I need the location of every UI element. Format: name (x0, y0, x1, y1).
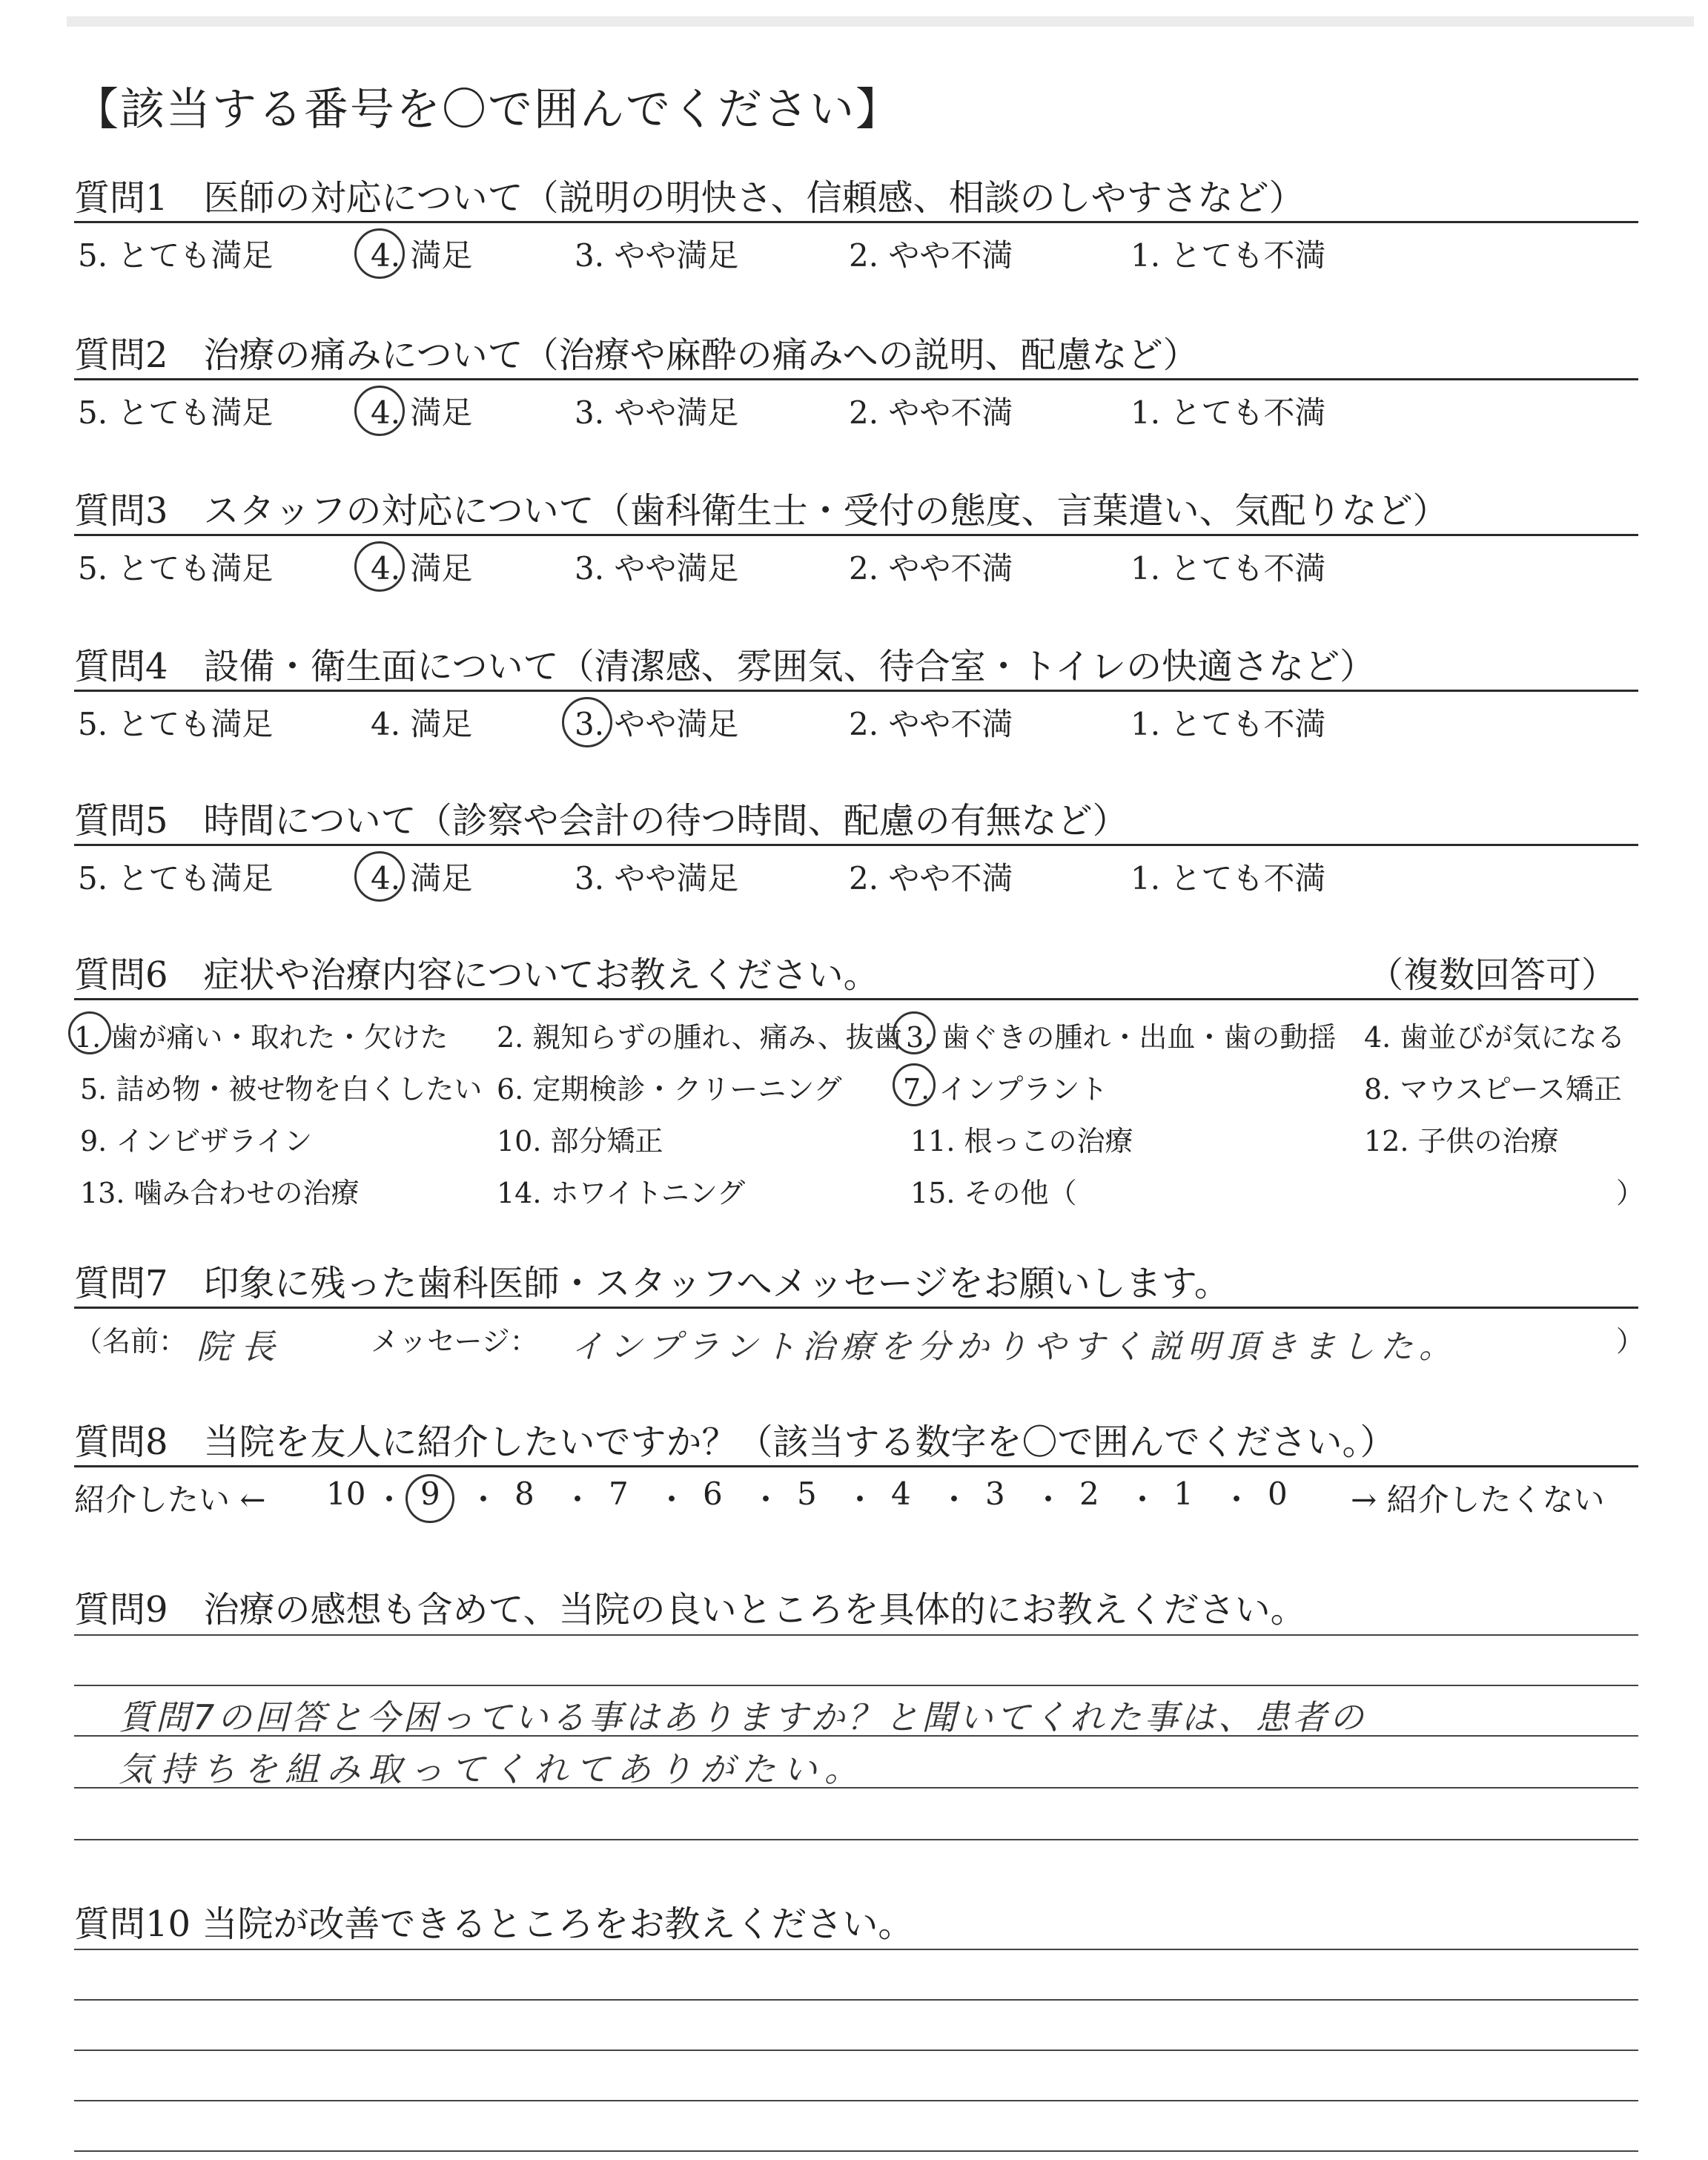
q3-option-3[interactable]: 3. やや満足 (575, 550, 739, 587)
q6-item-14[interactable]: 14. ホワイトニング (497, 1177, 746, 1209)
recommend-score-4[interactable]: 4 (891, 1476, 911, 1512)
q2-option-3[interactable]: 3. やや満足 (575, 394, 739, 431)
q1-option-5[interactable]: 5. とても満足 (78, 237, 274, 274)
q2-option-5[interactable]: 5. とても満足 (78, 394, 274, 431)
question-4-title: 質問4 設備・衛生面について（清潔感、雰囲気、待合室・トイレの快適さなど） (74, 646, 1376, 687)
question-7-title: 質問7 印象に残った歯科医師・スタッフへメッセージをお願いします。 (74, 1263, 1230, 1304)
recommend-score-6[interactable]: 6 (703, 1476, 723, 1512)
selection-circle (68, 1011, 111, 1054)
selection-circle (354, 541, 405, 592)
answer-line (74, 1839, 1638, 1840)
answer-line (74, 2100, 1638, 2101)
message-close: ） (1616, 1325, 1645, 1358)
q5-option-4[interactable]: 4. 満足 (371, 860, 473, 896)
q6-item-11[interactable]: 11. 根っこの治療 (910, 1125, 1133, 1157)
q6-item-7[interactable]: 7. インプラント (903, 1073, 1108, 1106)
q6-item-4[interactable]: 4. 歯並びが気になる (1364, 1021, 1626, 1054)
question-10-title: 質問10 当院が改善できるところをお教えください。 (74, 1903, 914, 1945)
divider (74, 998, 1638, 1000)
recommend-score-1[interactable]: 1 (1174, 1476, 1194, 1512)
divider (74, 1465, 1638, 1467)
q6-item-12[interactable]: 12. 子供の治療 (1364, 1125, 1559, 1157)
q6-item-1[interactable]: 1. 歯が痛い・取れた・欠けた (74, 1021, 448, 1054)
q6-item-15[interactable]: 15. その他（ (910, 1177, 1077, 1209)
q6-item-2[interactable]: 2. 親知らずの腫れ、痛み、抜歯 (497, 1021, 902, 1054)
divider (74, 534, 1638, 536)
recommend-score-5[interactable]: 5 (797, 1476, 817, 1512)
scan-top-edge (67, 16, 1694, 27)
recommend-score-2[interactable]: 2 (1079, 1476, 1099, 1512)
q6-item-15-close: ） (1616, 1177, 1645, 1209)
recommend-score-0[interactable]: 0 (1268, 1476, 1288, 1512)
divider (74, 690, 1638, 692)
answer-line (74, 1685, 1638, 1686)
message-label: メッセージ： (371, 1325, 538, 1358)
q3-option-1[interactable]: 1. とても不満 (1131, 550, 1326, 587)
divider (74, 378, 1638, 380)
q4-option-3[interactable]: 3. やや満足 (575, 706, 739, 742)
scale-separator: ・ (1127, 1482, 1159, 1518)
selection-circle (562, 697, 612, 747)
q1-option-3[interactable]: 3. やや満足 (575, 237, 739, 274)
q5-option-5[interactable]: 5. とても満足 (78, 860, 274, 896)
question-6-title: 質問6 症状や治療内容についてお教えください。 (74, 954, 879, 996)
recommend-score-3[interactable]: 3 (985, 1476, 1005, 1512)
question-3-title: 質問3 スタッフの対応について（歯科衛生士・受付の態度、言葉遣い、気配りなど） (74, 490, 1449, 532)
question-2-title: 質問2 治療の痛みについて（治療や麻酔の痛みへの説明、配慮など） (74, 334, 1199, 376)
question-5-title: 質問5 時間について（診察や会計の待つ時間、配慮の有無など） (74, 800, 1128, 842)
divider (74, 221, 1638, 223)
q4-option-5[interactable]: 5. とても満足 (78, 706, 274, 742)
q5-option-2[interactable]: 2. やや不満 (849, 860, 1013, 896)
scale-separator: ・ (468, 1482, 500, 1518)
q4-option-1[interactable]: 1. とても不満 (1131, 706, 1326, 742)
q2-option-2[interactable]: 2. やや不満 (849, 394, 1013, 431)
q3-option-2[interactable]: 2. やや不満 (849, 550, 1013, 587)
scale-separator: ・ (1221, 1482, 1253, 1518)
q1-option-1[interactable]: 1. とても不満 (1131, 237, 1326, 274)
question-9-title: 質問9 治療の感想も含めて、当院の良いところを具体的にお教えください。 (74, 1589, 1306, 1631)
name-handwritten[interactable]: 院長 (196, 1327, 285, 1367)
q3-option-4[interactable]: 4. 満足 (371, 550, 473, 587)
answer-line (74, 1634, 1638, 1636)
q5-option-3[interactable]: 3. やや満足 (575, 860, 739, 896)
selection-circle (354, 228, 405, 279)
q5-option-1[interactable]: 1. とても不満 (1131, 860, 1326, 896)
q2-option-4[interactable]: 4. 満足 (371, 394, 473, 431)
q3-option-5[interactable]: 5. とても満足 (78, 550, 274, 587)
scale-separator: ・ (750, 1482, 782, 1518)
scale-separator: ・ (374, 1482, 406, 1518)
q9-handwritten-answer-line1[interactable]: 質問7の回答と今困っている事はありますか？と聞いてくれた事は、患者の (119, 1697, 1367, 1737)
recommend-score-9[interactable]: 9 (420, 1476, 440, 1512)
recommend-right-label: → 紹介したくない (1351, 1482, 1605, 1518)
q4-option-4[interactable]: 4. 満足 (371, 706, 473, 742)
q9-handwritten-answer-line2[interactable]: 気持ちを組み取ってくれてありがたい。 (119, 1749, 866, 1789)
multiple-answers-note: （複数回答可） (1368, 954, 1618, 996)
divider (74, 844, 1638, 846)
selection-circle (354, 386, 405, 436)
answer-line (74, 1999, 1638, 2001)
selection-circle (893, 1011, 936, 1054)
q6-item-5[interactable]: 5. 詰め物・被せ物を白くしたい (80, 1073, 483, 1106)
selection-circle (893, 1063, 936, 1106)
recommend-score-8[interactable]: 8 (514, 1476, 534, 1512)
scale-separator: ・ (939, 1482, 970, 1518)
q6-item-13[interactable]: 13. 噛み合わせの治療 (80, 1177, 360, 1209)
q6-item-8[interactable]: 8. マウスピース矯正 (1364, 1073, 1622, 1106)
name-label: （名前： (74, 1325, 188, 1358)
scale-separator: ・ (844, 1482, 876, 1518)
answer-line (74, 2150, 1638, 2152)
scale-separator: ・ (656, 1482, 688, 1518)
recommend-score-10[interactable]: 10 (326, 1476, 366, 1512)
recommend-score-7[interactable]: 7 (609, 1476, 629, 1512)
message-handwritten[interactable]: インプラント治療を分かりやすく説明頂きました。 (571, 1328, 1457, 1366)
q1-option-2[interactable]: 2. やや不満 (849, 237, 1013, 274)
q1-option-4[interactable]: 4. 満足 (371, 237, 473, 274)
q6-item-9[interactable]: 9. インビザライン (80, 1125, 313, 1157)
q6-item-6[interactable]: 6. 定期検診・クリーニング (497, 1073, 842, 1106)
selection-circle (354, 851, 405, 902)
selection-circle (406, 1474, 454, 1523)
q2-option-1[interactable]: 1. とても不満 (1131, 394, 1326, 431)
answer-line (74, 2050, 1638, 2051)
scale-separator: ・ (1033, 1482, 1065, 1518)
answer-line (74, 1949, 1638, 1950)
scale-separator: ・ (562, 1482, 594, 1518)
q4-option-2[interactable]: 2. やや不満 (849, 706, 1013, 742)
q6-item-3[interactable]: 3. 歯ぐきの腫れ・出血・歯の動揺 (906, 1021, 1337, 1054)
question-1-title: 質問1 医師の対応について（説明の明快さ、信頼感、相談のしやすさなど） (74, 177, 1305, 219)
recommend-left-label: 紹介したい ← (74, 1482, 266, 1518)
question-8-title: 質問8 当院を友人に紹介したいですか？（該当する数字を〇で囲んでください。） (74, 1421, 1396, 1463)
q6-item-10[interactable]: 10. 部分矯正 (497, 1125, 663, 1157)
page-title: 【該当する番号を〇で囲んでください】 (74, 84, 901, 136)
divider (74, 1307, 1638, 1309)
